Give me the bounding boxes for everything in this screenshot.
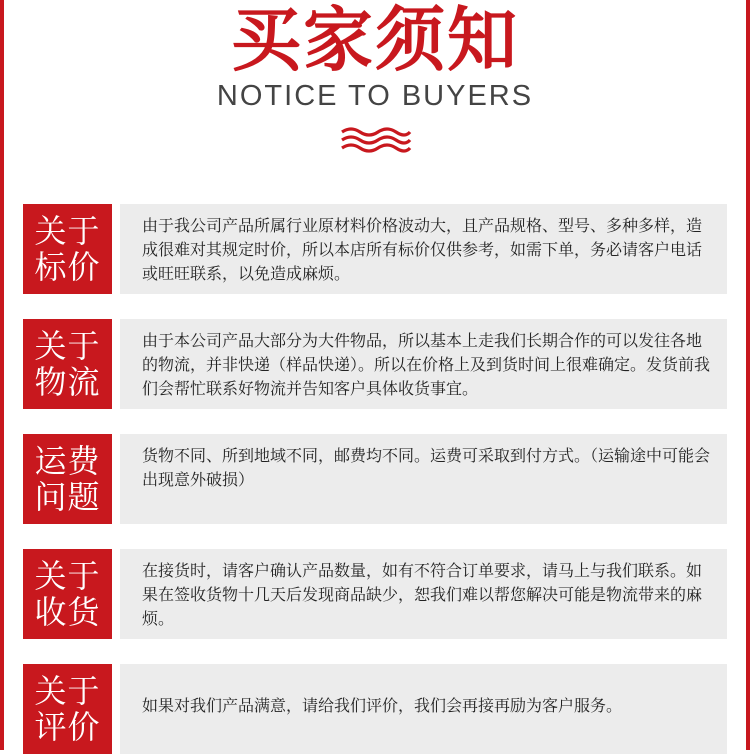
section-text: 由于我公司产品所属行业原材料价格波动大，且产品规格、型号、多种多样，造成很难对其规定时价，所以本店所有标价仅供参考，如需下单，务必请客户电话或旺旺联系，以免造成麻烦。 [120,204,727,294]
wave-decoration-icon [340,124,412,156]
section-label: 关于 收货 [23,549,112,639]
notice-section-receiving [23,549,727,639]
section-label: 关于 物流 [23,319,112,409]
section-label: 关于 标价 [23,204,112,294]
section-text: 货物不同、所到地域不同，邮费均不同。运费可采取到付方式。（运输途中可能会出现意外破损） [120,434,727,524]
notice-section-logistics [23,319,727,409]
notice-section-shipping-fee [23,434,727,524]
page-subtitle: NOTICE TO BUYERS [216,80,534,112]
page-title: 买家须知 [231,0,519,81]
notice-section-pricing [23,204,727,294]
section-text: 由于本公司产品大部分为大件物品，所以基本上走我们长期合作的可以发往各地的物流，并非快递（样品快递）。所以在价格上及到货时间上很难确定。发货前我们会帮忙联系好物流并告知客户具体收货事宜。 [120,319,727,409]
notice-section-review [23,664,727,754]
section-text: 如果对我们产品满意，请给我们评价，我们会再接再励为客户服务。 [120,664,727,754]
section-label: 关于 评价 [23,664,112,754]
section-label: 运费 问题 [23,434,112,524]
section-text: 在接货时，请客户确认产品数量，如有不符合订单要求，请马上与我们联系。如果在签收货物十几天后发现商品缺少，恕我们难以帮您解决可能是物流带来的麻烦。 [120,549,727,639]
